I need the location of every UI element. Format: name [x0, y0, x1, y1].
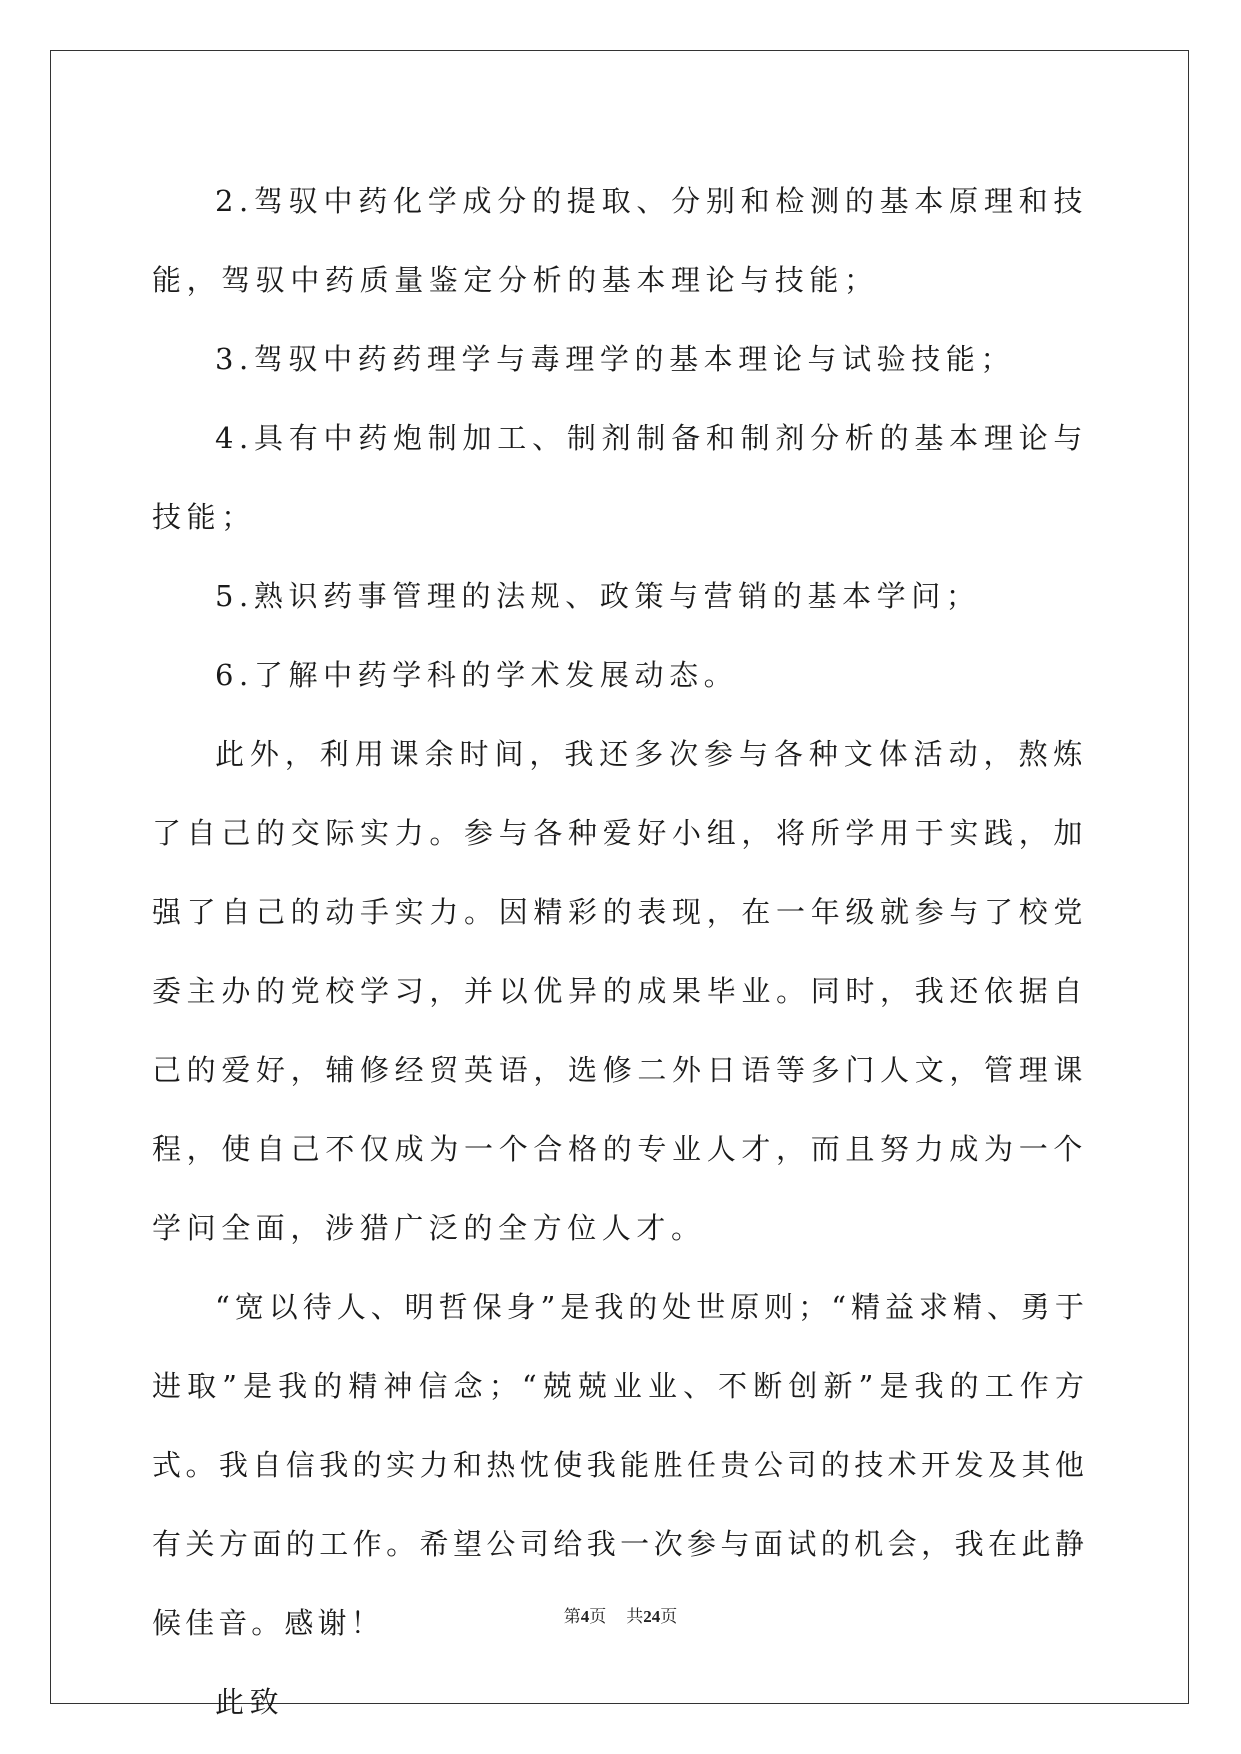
total-prefix: 共	[626, 1607, 644, 1626]
total-pages: 24	[643, 1607, 661, 1626]
paragraph-principles: “宽以待人、明哲保身”是我的处世原则；“精益求精、勇于进取”是我的精神信念；“兢兢业业、不断创新”是我的工作方式。我自信我的实力和热忱使我能胜任贵公司的技术开发及其他有关方面的工作。希望公司给我一次参与面试的机会，我在此静候佳音。感谢！	[152, 1290, 1088, 1640]
paragraph-item-2: 2.驾驭中药化学成分的提取、分别和检测的基本原理和技能，驾驭中药质量鉴定分析的基本理论与技能；	[152, 184, 1088, 297]
paragraph-extracurricular: 此外，利用课余时间，我还多次参与各种文体活动，熬炼了自己的交际实力。参与各种爱好小组，将所学用于实践，加强了自己的动手实力。因精彩的表现，在一年级就参与了校党委主办的党校学习，并以优异的成果毕业。同时，我还依据自己的爱好，辅修经贸英语，选修二外日语等多门人文，管理课程，使自己不仅成为一个合格的专业人才，而且努力成为一个学问全面，涉猎广泛的全方位人才。	[152, 737, 1088, 1245]
paragraph-item-3: 3.驾驭中药药理学与毒理学的基本理论与试验技能；	[215, 342, 1016, 376]
paragraph-item-6: 6.了解中药学科的学术发展动态。	[215, 658, 739, 692]
paragraph-item-5: 5.熟识药事管理的法规、政策与营销的基本学问；	[215, 579, 981, 613]
paragraph-closing: 此致	[215, 1685, 285, 1719]
page-number: 4	[580, 1607, 590, 1626]
page-prefix: 第	[563, 1607, 581, 1626]
paragraph-item-4: 4.具有中药炮制加工、制剂制备和制剂分析的基本理论与技能；	[152, 421, 1088, 534]
page-suffix: 页	[589, 1607, 607, 1626]
page-footer	[0, 1602, 1241, 1627]
document-body	[152, 162, 1088, 1742]
total-suffix: 页	[660, 1607, 678, 1626]
